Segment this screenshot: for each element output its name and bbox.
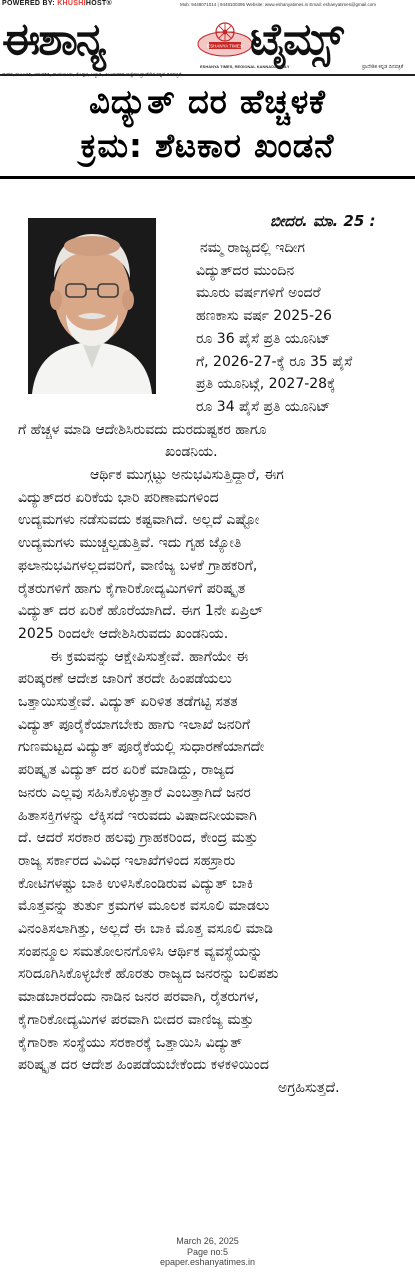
top-bar <box>0 0 415 10</box>
article-line: ಗೆ ಹೆಚ್ಚಳ ಮಾಡಿ ಆದೇಶಿಸಿರುವದು ದುರದುಷ್ಟಕರ ಹಾಗೂ <box>18 421 267 438</box>
headline-line-1: ವಿದ್ಯುತ್ ದರ ಹೆಚ್ಚಳಕೆ <box>89 82 326 121</box>
article-line: ಗುಣಮಟ್ಟದ ವಿದ್ಯುತ್ ಪೂರೈಕೆಯಲ್ಲಿ ಸುಧಾರಣೆಯಾಗದೇ <box>18 739 265 756</box>
article-line: ಪ್ರತಿ ಯೂನಿಟ್ಗೆ, 2027-28ಕ್ಕೆ <box>196 376 336 393</box>
article-line: ಕೈಗಾರಿಕೋದ್ಯಮಿಗಳ ಪರವಾಗಿ ಬೀದರ ವಾಣಿಜ್ಯ ಮತ್ತು <box>18 1011 254 1028</box>
page-footer <box>0 1236 415 1268</box>
article-line: ಸಂಪನ್ಮೂಲ ಸಮತೋಲನಗೊಳಿಸಿ ಆರ್ಥಿಕ ವ್ಯವಸ್ಥೆಯನ್ನು <box>18 943 263 960</box>
footer-date: March 26, 2025 <box>176 1236 239 1246</box>
article-line: ಈ ಕ್ರಮವನ್ನು ಆಕ್ಷೇಪಿಸುತ್ತೇವೆ. ಹಾಗೆಯೇ ಈ <box>50 648 249 665</box>
powered-by-label: POWERED BY: KHUSHIHOST® <box>2 0 112 7</box>
article-line: ಒತ್ತಾಯಿಸುತ್ತೇವೆ. ವಿದ್ಯುತ್ ಏರಿಳಿತ ತಡೆಗಟ್ಟಿ ಸತತ <box>18 694 238 710</box>
dateline: ಬೀದರ. ಮಾ. 25 : <box>270 212 376 230</box>
article-line: ಮೊತ್ತವನ್ನು ತುರ್ತು ಕ್ರಮಗಳ ಮೂಲಕ ವಸೂಲಿ ಮಾಡಲು <box>18 898 270 915</box>
article-line: ನಮ್ಮ ರಾಜ್ಯದಲ್ಲಿ ಇದೀಗ <box>200 240 305 256</box>
article-line: ಕೋಟಿಗಳಷ್ಟು ಬಾಕಿ ಉಳಿಸಿಕೊಂಡಿರುವ ವಿದ್ಯುತ್ ಬಾಕಿ <box>18 875 254 892</box>
newspaper-emblem-icon <box>196 18 254 58</box>
portrait-photo <box>28 218 156 394</box>
headline-line-2: ಕ್ರಮ: ಶೆಟಕಾರ ಖಂಡನೆ <box>80 126 335 165</box>
article-line: ಹಿತಾಸಕ್ತಿಗಳನ್ನು ಲೆಕ್ಕಿಸದೆ ಇರುವದು ವಿಷಾದನೀಯವಾಗಿ <box>18 807 257 824</box>
article-line: ರೂ 36 ಪೈಸೆ ಪ್ರತಿ ಯೂನಿಟ್ <box>196 330 331 347</box>
article-line: ಅಗ್ರಹಿಸುತ್ತದೆ. <box>278 1079 340 1096</box>
article-line: 2025 ರಿಂದಲೇ ಆದೇಶಿಸಿರುವದು ಖಂಡನಿಯ. <box>18 625 229 642</box>
article-line: ಪರಿಷ್ಕೃತ ದರ ಆದೇಶ ಹಿಂಪಡೆಯಬೇಕೆಂದು ಕಳಕಳಿಯಿಂದ <box>18 1057 269 1074</box>
footer-site: epaper.eshanyatimes.in <box>159 1257 256 1267</box>
article-line: ರೈತರುಗಳಿಗೆ ಹಾಗು ಕೈಗಾರಿಕೋದ್ಯಮಿಗಳಿಗೆ ಪರಿಷ್ಕೃತ <box>18 580 246 597</box>
article-line: ವಿನಂತಿಸಲಾಗಿತ್ತು, ಅಲ್ಲದೆ ಈ ಬಾಕಿ ಮೊತ್ತ ವಸೂಲಿ ಮಾಡಿ <box>18 921 273 937</box>
article-line: ಪರಿಷ್ಕರಣೆ ಆದೇಶ ಜಾರಿಗೆ ತರದೇ ಹಿಂಪಡೆಯಲು <box>18 671 232 688</box>
masthead-title-left: ಈಶಾನ್ಯ <box>2 14 105 65</box>
article-line: ಫಲಾನುಭವಿಗಳಲ್ಲದವರಿಗೆ, ವಾಣಿಜ್ಯ ಬಳಕೆ ಗ್ರಾಹಕರಿಗೆ, <box>18 557 258 574</box>
article-line: ಜನರು ಎಲ್ಲವು ಸಹಿಸಿಕೊಳ್ಳುತ್ತಾರೆ ಎಂಬತ್ತಾಗಿದೆ ಜನರ <box>18 784 251 801</box>
article-line: ವಿದ್ಯುತ್‌ದರ ಏರಿಕೆಯ ಭಾರಿ ಪರಿಣಾಮಗಳಿಂದ <box>18 489 219 506</box>
article-line: ರೂ 34 ಪೈಸೆ ಪ್ರತಿ ಯೂನಿಟ್ <box>196 398 331 415</box>
article-line: ಖಂಡನಿಯ. <box>165 444 218 461</box>
article-line: ಆರ್ಥಿಕ ಮುಗ್ಗಟ್ಟು ಅನುಭವಿಸುತ್ತಿದ್ದಾರೆ, ಈಗ <box>90 467 284 483</box>
article-line: ವಿದ್ಯುತ್‌ದರ ಮುಂದಿನ <box>196 262 295 279</box>
article-line: ಉದ್ಯಮಗಳು ನಡೆಸುವದು ಕಷ್ಟವಾಗಿದೆ. ಅಲ್ಲದೆ ಎಷ್ಟೋ <box>18 512 260 529</box>
footer-page-number: Page no:5 <box>186 1246 229 1257</box>
contact-info: Mob: 9448071014 | 9448100395 Website: www.eshanyatimes.in Email: eshanyatimes@gmail.com <box>180 2 377 7</box>
article-line: ಕೈಗಾರಿಕಾ ಸಂಸ್ಥೆಯು ಸರಕಾರಕ್ಕೆ ಒತ್ತಾಯಿಸಿ ವಿದ್ಯುತ್ <box>18 1034 243 1051</box>
headline-divider <box>0 176 415 179</box>
article-line: ಸರಿದೂಗಿಸಿಕೊಳ್ಳಬೇಕೆ ಹೊರತು ರಾಜ್ಯದ ಜನರನ್ನು ಬಲಿಪಶು <box>18 966 279 983</box>
emblem-label: ESHANYA TIMES <box>207 43 243 49</box>
article-line: ಮಾಡಬಾರದೆಂದು ನಾಡಿನ ಜನರ ಪರವಾಗಿ, ರೈತರುಗಳ, <box>18 989 259 1006</box>
article-line: ಪರಿಷ್ಕೃತ ವಿದ್ಯುತ್ ದರ ಏರಿಕೆ ಮಾಡಿದ್ದು, ರಾಜ್ಯದ <box>18 762 234 779</box>
article-line: ಗೆ, 2026-27-ಕ್ಕೆ ರೂ 35 ಪೈಸೆ <box>196 353 353 370</box>
article-line: ಹಣಕಾಸು ವರ್ಷ 2025-26 <box>196 308 332 325</box>
masthead-divider <box>0 74 415 76</box>
masthead <box>0 12 415 70</box>
masthead-right-subtitle: ಪ್ರಾದೇಶಿಕ ಕನ್ನಡ ದಿನಪತ್ರಿಕೆ <box>362 64 404 70</box>
masthead-title-right: ಟೈಮ್ಸ್ <box>250 14 342 65</box>
portrait-image <box>28 218 156 394</box>
article-line: ರಾಜ್ಯ ಸರ್ಕಾರದ ವಿವಿಧ ಇಲಾಖೆಗಳಿಂದ ಸಹಸ್ರಾರು <box>18 852 236 869</box>
article-headline <box>0 80 415 168</box>
article-line: ಮೂರು ವರ್ಷಗಳಿಗೆ ಅಂದರೆ <box>196 285 321 302</box>
masthead-subtag: ESHANYA TIMES, REGIONAL KANNADA DAILY <box>200 64 290 69</box>
article-line: ದೆ. ಆದರೆ ಸರಕಾರ ಹಲವು ಗ್ರಾಹಕರಿಂದ, ಕೇಂದ್ರ ಮತ್ತು <box>18 830 259 847</box>
article-line: ವಿದ್ಯುತ್ ಪೂರೈಕೆಯಾಗಬೇಕು ಹಾಗು ಇಲಾಖೆ ಜನರಿಗೆ <box>18 716 251 733</box>
article-line: ಉದ್ಯಮಗಳು ಮುಚ್ಚಲ್ಪಡುತ್ತಿವೆ. ಇದು ಗೃಹ ಜ್ಯೋತಿ <box>18 535 242 552</box>
article-line: ವಿದ್ಯುತ್ ದರ ಏರಿಕೆ ಹೊರೆಯಾಗಿದೆ. ಈಗ 1ನೇ ಏಪ್ರಿಲ್ <box>18 603 263 620</box>
